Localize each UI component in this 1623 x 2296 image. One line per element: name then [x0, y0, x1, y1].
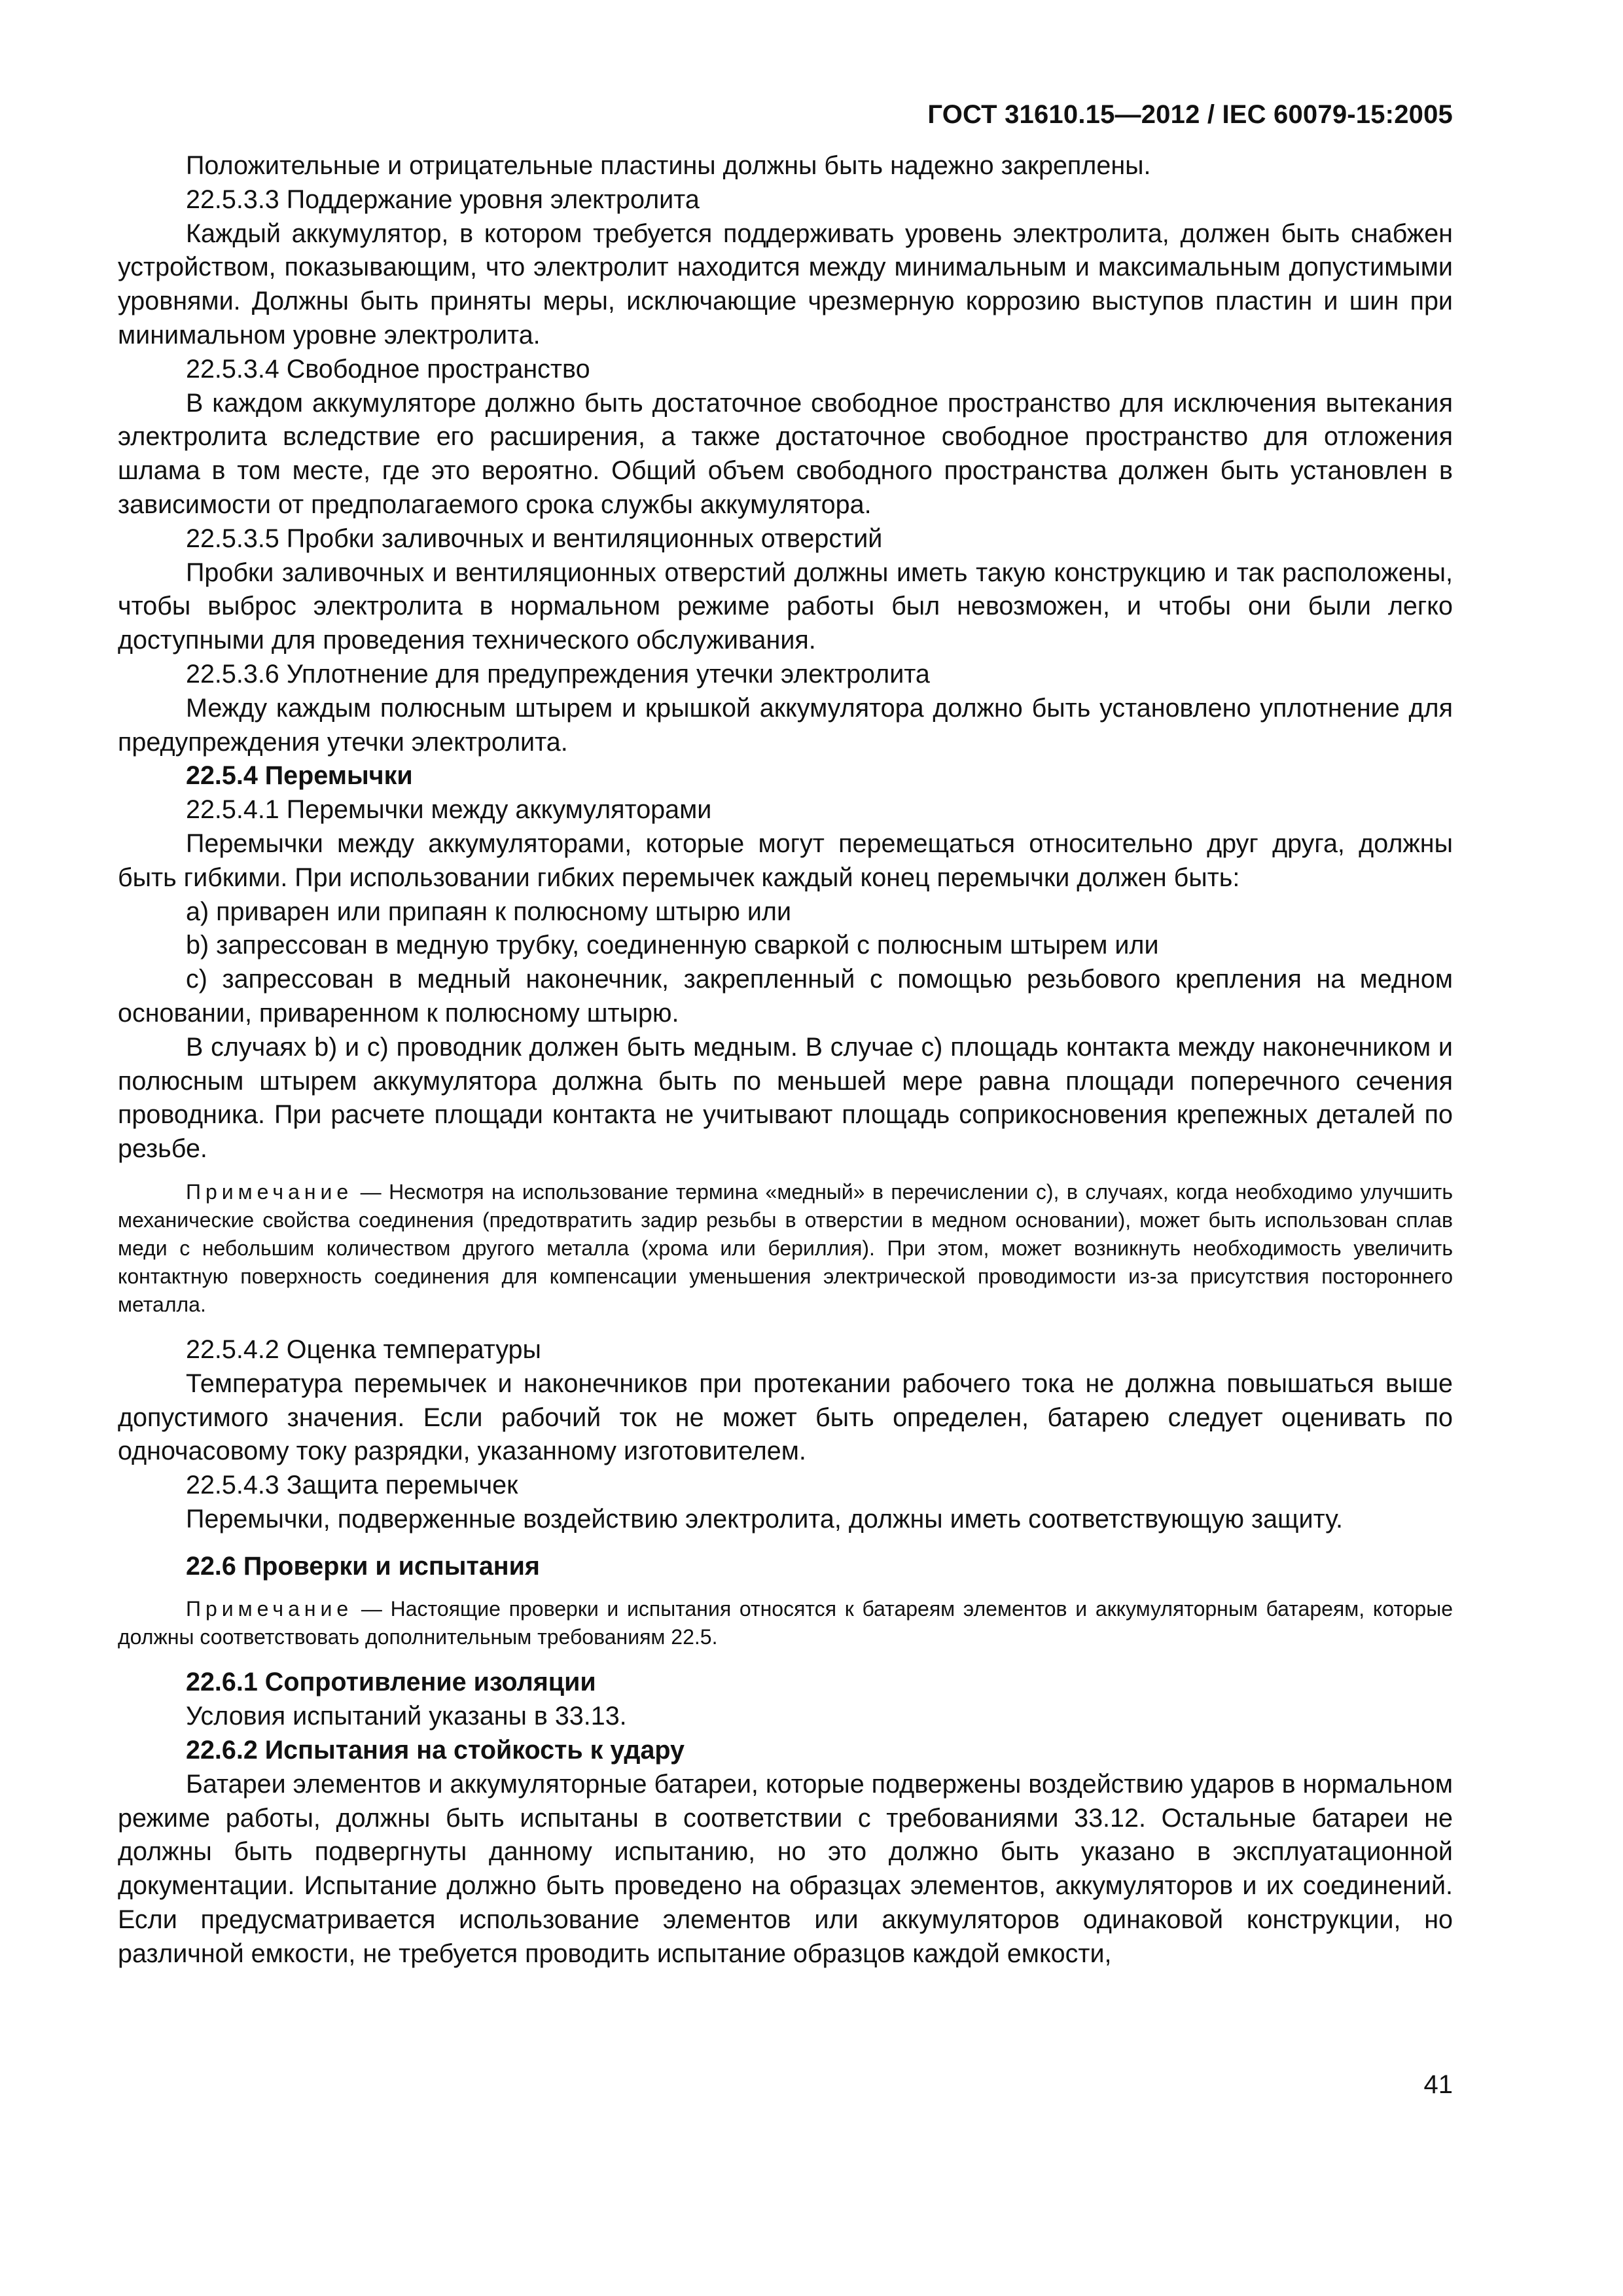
- section-heading: 22.5.4.1 Перемычки между аккумуляторами: [186, 795, 712, 825]
- section-heading-bold: 22.6.2 Испытания на стойкость к удару: [186, 1736, 685, 1765]
- section-heading: 22.5.3.5 Пробки заливочных и вентиляционных отверстий: [186, 524, 883, 553]
- note-text: — Несмотря на использование термина «медный» в перечислении с), в случаях, когда необходимо улучшить механические свойства соединения (предотвратить задир резьбы в отверстии в медном основании), может быть использован сплав меди с небольшим количеством другого металла (хрома или бериллия). При этом, может возникнуть необходимость увеличить контактную поверхность соединения для компенсации уменьшения электрической проводимости из-за присутствия постороннего металла.: [118, 1179, 1453, 1316]
- note: [118, 1595, 1453, 1651]
- section-heading: 22.5.4.3 Защита перемычек: [186, 1471, 518, 1500]
- section-heading: 22.5.3.4 Свободное пространство: [186, 354, 590, 384]
- page-number: 41: [1423, 2070, 1453, 2099]
- section-heading-bold: 22.5.4 Перемычки: [186, 761, 413, 791]
- paragraph: В каждом аккумуляторе должно быть достаточное свободное пространство для исключения вытекания электролита вследствие его расширения, а также достаточное свободное пространство для отложения шлама в том месте, где это вероятно. Общий объем свободного пространства должен быть установлен в зависимости от предполагаемого срока службы аккумулятора.: [118, 388, 1453, 519]
- section-heading-bold: 22.6 Проверки и испытания: [186, 1551, 540, 1581]
- paragraph: Перемычки, подверженные воздействию электролита, должны иметь соответствующую защиту.: [186, 1504, 1343, 1534]
- section-heading: 22.5.4.2 Оценка температуры: [186, 1335, 541, 1364]
- document-header: ГОСТ 31610.15—2012 / IEC 60079-15:2005: [927, 100, 1453, 129]
- paragraph: Каждый аккумулятор, в котором требуется поддерживать уровень электролита, должен быть снабжен устройством, показывающим, что электролит находится между минимальным и максимальным допустимыми уровнями. Должны быть приняты меры, исключающие чрезмерную коррозию выступов пластин и шин при минимальном уровне электролита.: [118, 219, 1453, 350]
- paragraph: Перемычки между аккумуляторами, которые могут перемещаться относительно друг друга, должны быть гибкими. При использовании гибких перемычек каждый конец перемычки должен быть:: [118, 829, 1453, 892]
- note-label: Примечание: [186, 1179, 353, 1204]
- note: [118, 1178, 1453, 1319]
- paragraph: Между каждым полюсным штырем и крышкой аккумулятора должно быть установлено уплотнение для предупреждения утечки электролита.: [118, 693, 1453, 757]
- note-label: Примечание: [186, 1597, 353, 1621]
- paragraph: Батареи элементов и аккумуляторные батареи, которые подвержены воздействию ударов в нормальном режиме работы, должны быть испытаны в соответствии с требованиями 33.12. Остальные батареи не должны быть подвергнуты данному испытанию, но это должно быть указано в эксплуатационной документации. Испытание должно быть проведено на образцах элементов, аккумуляторов и их соединений. Если предусматривается использование элементов или аккумуляторов одинаковой конструкции, но различной емкости, не требуется проводить испытание образцов каждой емкости,: [118, 1769, 1453, 1968]
- paragraph: Температура перемычек и наконечников при протекании рабочего тока не должна повышаться выше допустимого значения. Если рабочий ток не может быть определен, батарею следует оценивать по одночасовому току разрядки, указанному изготовителем.: [118, 1369, 1453, 1466]
- paragraph: Условия испытаний указаны в 33.13.: [186, 1702, 627, 1731]
- document-body: [118, 149, 1453, 1971]
- list-item: а) приварен или припаян к полюсному штырю или: [186, 897, 792, 926]
- paragraph: В случаях b) и с) проводник должен быть медным. В случае с) площадь контакта между наконечником и полюсным штырем аккумулятора должна быть по меньшей мере равна площади поперечного сечения проводника. При расчете площади контакта не учитывают площадь соприкосновения крепежных деталей по резьбе.: [118, 1032, 1453, 1164]
- section-heading-bold: 22.6.1 Сопротивление изоляции: [186, 1668, 596, 1697]
- paragraph: Положительные и отрицательные пластины должны быть надежно закреплены.: [186, 151, 1151, 180]
- list-item: b) запрессован в медную трубку, соединенную сваркой с полюсным штырем или: [186, 931, 1159, 960]
- list-item: с) запрессован в медный наконечник, закрепленный с помощью резьбового крепления на медном основании, приваренном к полюсному штырю.: [118, 965, 1453, 1028]
- document-page: [118, 98, 1453, 2193]
- section-heading: 22.5.3.6 Уплотнение для предупреждения утечки электролита: [186, 659, 930, 689]
- note-text: — Настоящие проверки и испытания относятся к батареям элементов и аккумуляторным батареям, которые должны соответствовать дополнительным требованиям 22.5.: [118, 1597, 1453, 1649]
- paragraph: Пробки заливочных и вентиляционных отверстий должны иметь такую конструкцию и так расположены, чтобы выброс электролита в нормальном режиме работы был невозможен, и чтобы они были легко доступными для проведения технического обслуживания.: [118, 558, 1453, 655]
- section-heading: 22.5.3.3 Поддержание уровня электролита: [186, 185, 700, 214]
